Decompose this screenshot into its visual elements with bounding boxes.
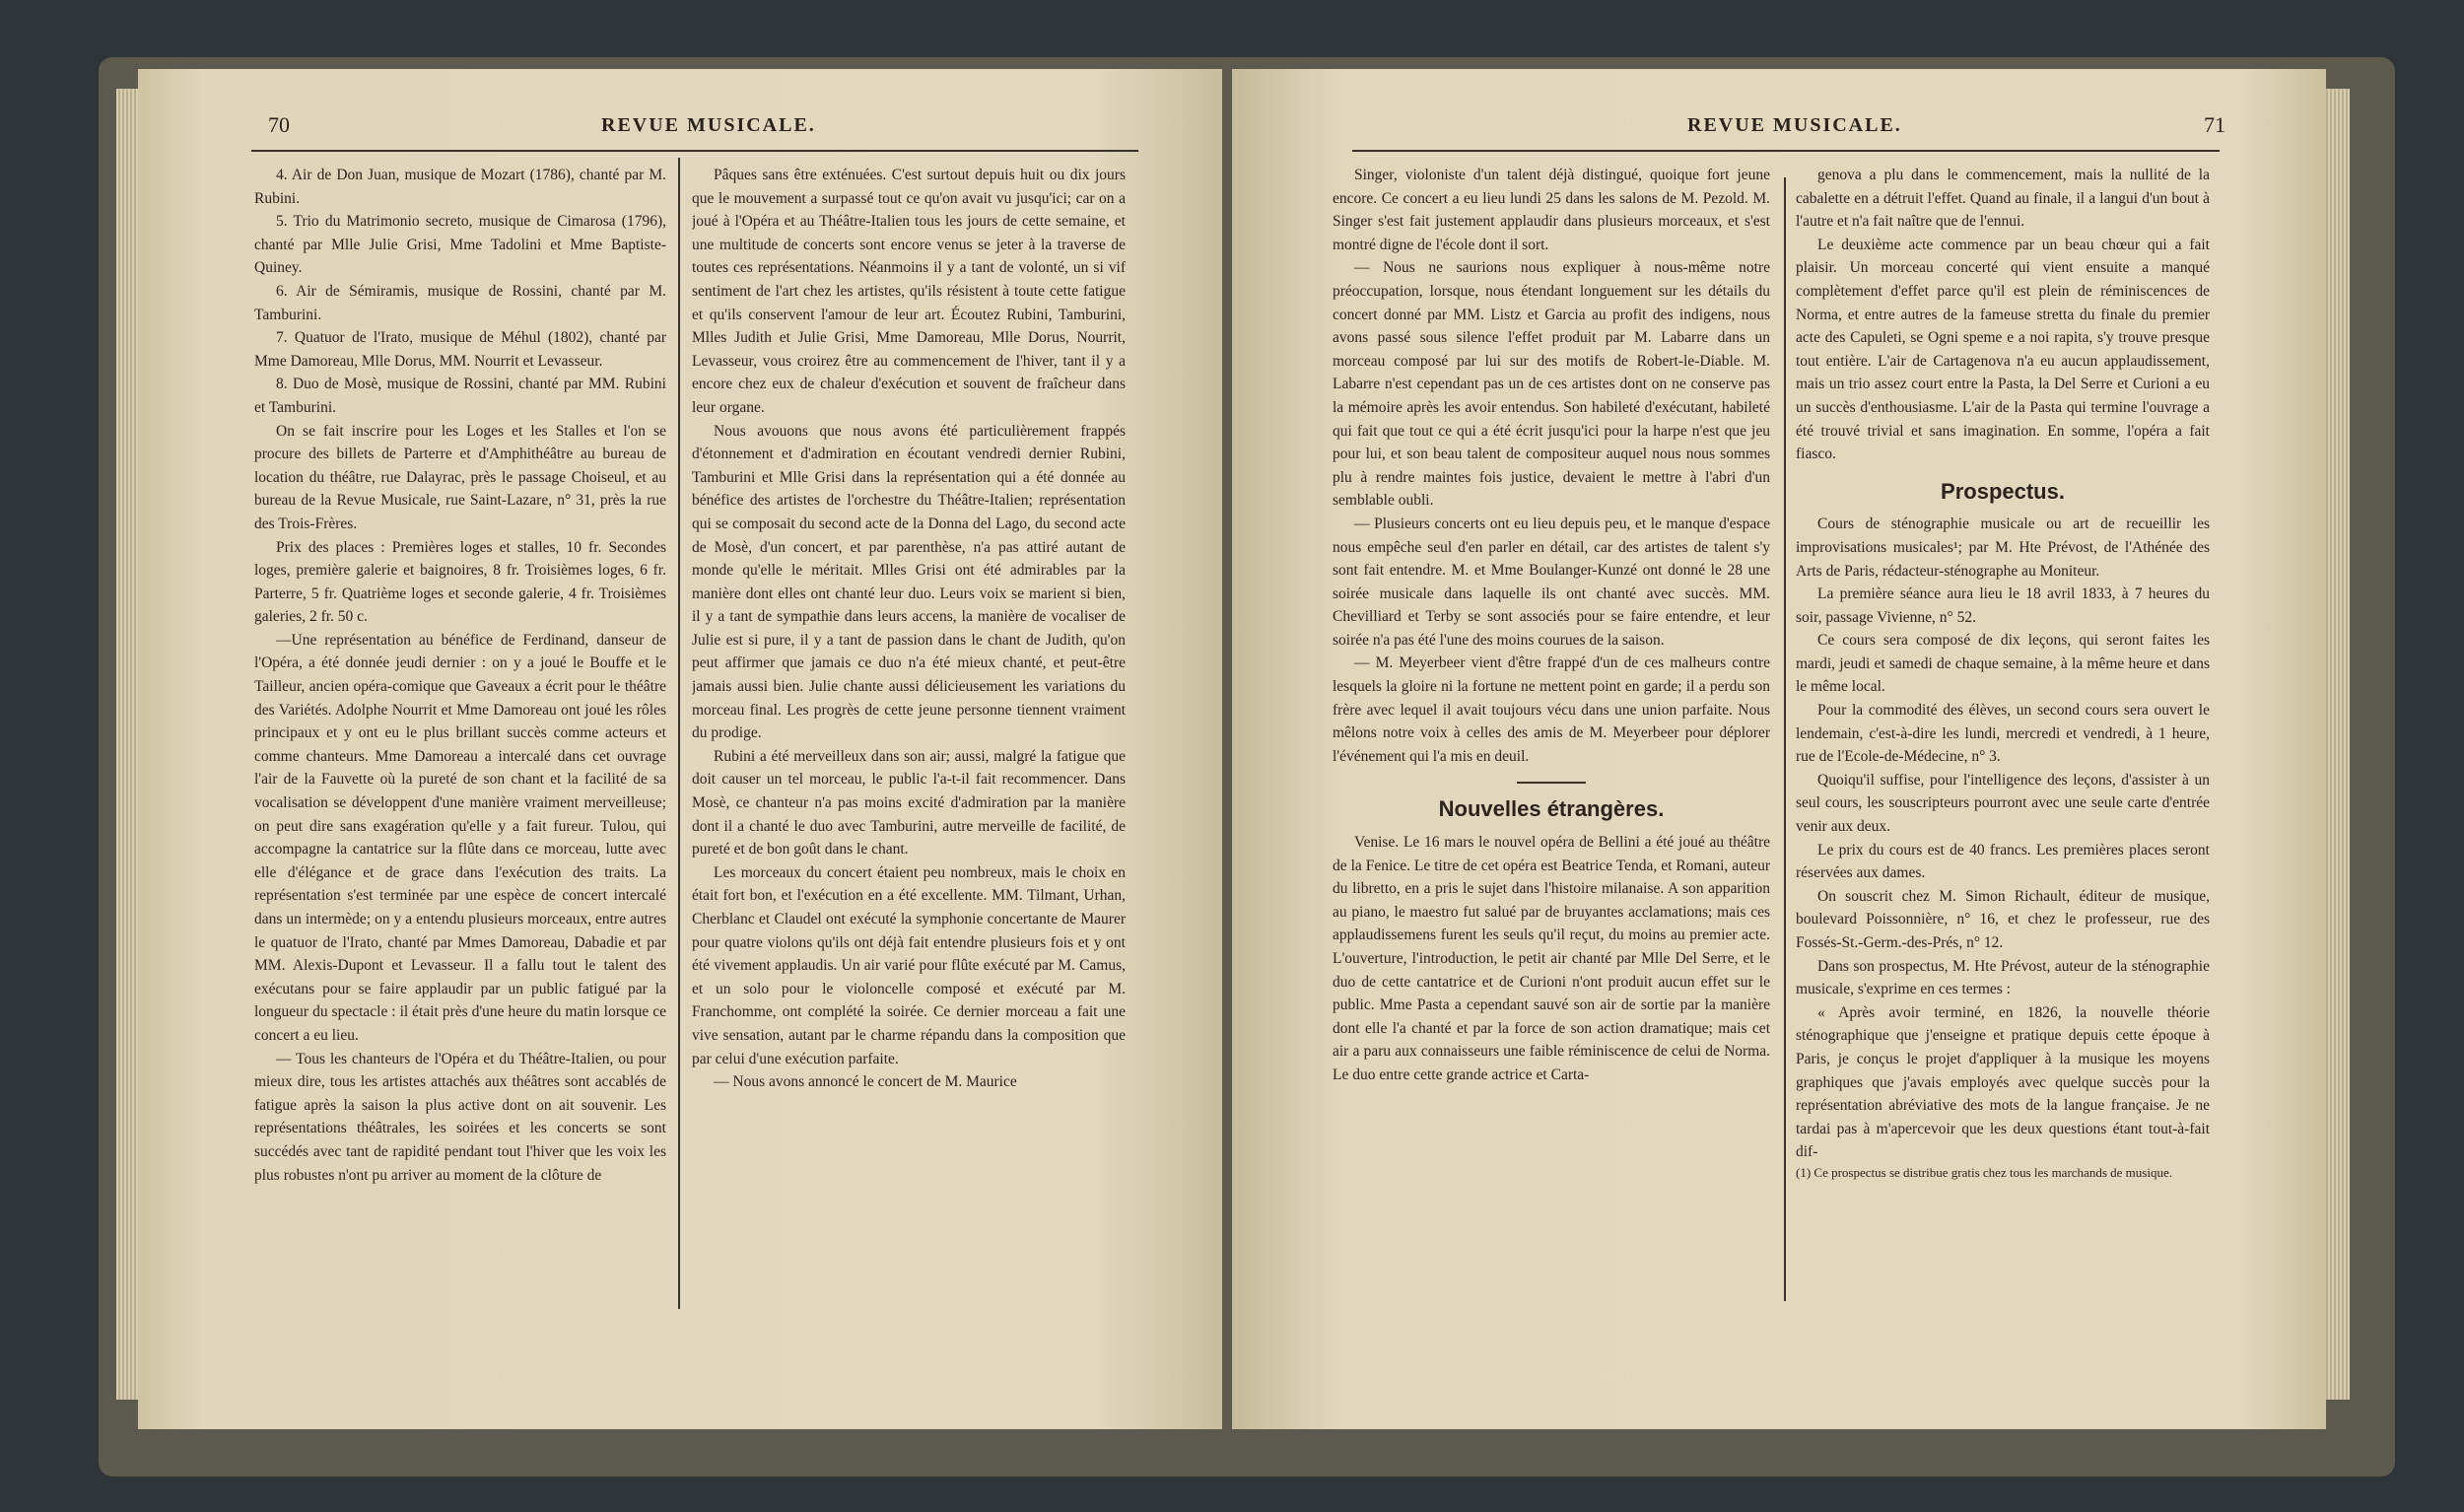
paragraph: 7. Quatuor de l'Irato, musique de Méhul (1802), chanté par Mme Damoreau, Mlle Dorus, MM. Nourrit et Levasseur. [254, 329, 666, 370]
right-column-1 [1333, 164, 1770, 1317]
paragraph: — Tous les chanteurs de l'Opéra et du Théâtre-Italien, ou pour mieux dire, tous les artistes attachés aux théâtres sont accablés de fatigue après la saison la plus active dont on ait souvenir. Les représentations théâtrales, les soirées et les concerts se sont succédés avec tant de rapidité pendant tout l'hiver que les voix les plus robustes n'ont pu arriver au moment de la clôture de [254, 1050, 666, 1184]
right-header-rule [1352, 150, 2220, 152]
paragraph: La première séance aura lieu le 18 avril 1833, à 7 heures du soir, passage Vivienne, n° 52. [1796, 585, 2210, 626]
left-header-rule [251, 150, 1138, 152]
paragraph: Rubini a été merveilleux dans son air; aussi, malgré la fatigue que doit causer un tel morceau, le public l'a-t-il fait recommencer. Dans Mosè, ce chanteur n'a pas moins excité d'admiration par la manière dont il a chanté le duo avec Tamburini, autre merveille de facilité, de pureté et de bon goût dans le chant. [692, 747, 1126, 859]
paragraph: 4. Air de Don Juan, musique de Mozart (1786), chanté par M. Rubini. [254, 167, 666, 207]
section-heading-prospectus: Prospectus. [1941, 478, 2065, 504]
right-page-edges [2324, 89, 2350, 1400]
paragraph: — Plusieurs concerts ont eu lieu depuis peu, et le manque d'espace nous empêche seul d'en parler en détail, car des artistes de talent s'y sont fait entendre. M. et Mme Boulanger-Kunzé ont donné le 28 une soirée musicale dans laquelle ils ont chanté avec succès. MM. Chevilliard et Terby se sont associés pour se faire entendre, et leur soirée n'a pas été l'une des moins courues de la saison. [1333, 515, 1770, 649]
paragraph: Le deuxième acte commence par un beau chœur qui a fait plaisir. Un morceau concerté qui vient ensuite a manqué complètement d'effet parce qu'il est plein de réminiscences de Norma, et entre autres de la fameuse stretta du finale du premier acte des Capuleti, se Ogni speme e a noi rapita, s'y trouve presque tout entière. L'air de Cartagenova n'a eu aucun applaudissement, mais un trio assez court entre la Pasta, la Del Serre et Curioni a eu un succès d'enthousiasme. L'air de la Pasta qui termine l'ouvrage a été trouvé trivial et sans imagination. En somme, l'opéra a fait fiasco. [1796, 236, 2210, 463]
paragraph: Nous avouons que nous avons été particulièrement frappés d'étonnement et d'admiration en écoutant vendredi dernier Rubini, Tamburini et Mlle Grisi dans la représentation qui a été donnée au bénéfice des artistes de l'orchestre du Théâtre-Italien; représentation qui se composait du second acte de la Donna del Lago, du second acte de Mosè, d'un concert, et par parenthèse, n'a pas attiré autant de monde qu'elle le méritait. Mlles Grisi ont été admirables par la manière dont elles ont chanté leur duo. Leurs voix se marient si bien, il y a tant de sympathie dans leurs accens, la manière de vocaliser de Julie est si pure, il y a tant de passion dans le chant de Judith, qu'on peut affirmer que jamais ce duo n'a été mieux chanté, et peut-être jamais aussi bien. Julie chante aussi délicieusement les variations du morceau final. Les progrès de cette jeune personne tiennent vraiment du prodige. [692, 422, 1126, 742]
section-separator [1517, 782, 1586, 784]
left-running-head: REVUE MUSICALE. [601, 114, 816, 136]
paragraph: — Nous avons annoncé le concert de M. Maurice [714, 1073, 1017, 1091]
paragraph: Pour la commodité des élèves, un second cours sera ouvert le lendemain, c'est-à-dire les lundi, mercredi et vendredi, à 1 heure, rue de l'Ecole-de-Médecine, n° 3. [1796, 702, 2210, 766]
paragraph: Le prix du cours est de 40 francs. Les premières places seront réservées aux dames. [1796, 841, 2210, 882]
paragraph: — Nous ne saurions nous expliquer à nous-même notre préoccupation, lorsque, nous étendant longuement sur les détails du concert donné par MM. Listz et Garcia au profit des indigens, nous avons passé sous silence l'effet produit par M. Labarre dans un morceau composé par lui sur des motifs de Robert-le-Diable. M. Labarre n'est cependant pas un de ces artistes dont on ne conserve pas la mémoire après les avoir entendus. Son habileté d'exécutant, habileté qui fait que tout ce qui a été écrit jusqu'ici pour la harpe n'est que jeu pour lui, et son beau talent de compositeur auquel nous nous sommes plu à rendre maintes fois justice, devaient le mettre à l'abri d'un semblable oubli. [1333, 259, 1770, 510]
left-page-number: 70 [268, 112, 290, 137]
left-column-divider [678, 158, 680, 1309]
paragraph: — M. Meyerbeer vient d'être frappé d'un de ces malheurs contre lesquels la gloire ni la fortune ne mettent point en garde; il a perdu son frère avec lequel il avait toujours vécu dans une union parfaite. Nous mêlons notre voix à celles des amis de M. Meyerbeer pour déplorer l'événement qui l'a mis en deuil. [1333, 654, 1770, 765]
paragraph: 5. Trio du Matrimonio secreto, musique de Cimarosa (1796), chanté par Mlle Julie Grisi, Mme Tadolini et Mme Baptiste-Quiney. [254, 213, 666, 277]
right-page-number: 71 [2204, 112, 2225, 137]
paragraph: On se fait inscrire pour les Loges et les Stalles et l'on se procure des billets de Parterre et d'Amphithéâtre au bureau de location du théâtre, rue Dalayrac, près le passage Choiseul, et au bureau de la Revue Musicale, rue Saint-Lazare, n° 31, près la rue des Trois-Frères. [254, 422, 666, 532]
paragraph: 8. Duo de Mosè, musique de Rossini, chanté par MM. Rubini et Tamburini. [254, 376, 666, 416]
paragraph: Prix des places : Premières loges et stalles, 10 fr. Secondes loges, première galerie et baignoires, 8 fr. Troisièmes loges, 6 fr. Parterre, 5 fr. Quatrième loges et seconde galerie, 4 fr. Troisièmes galeries, 2 fr. 50 c. [254, 538, 666, 626]
paragraph: Cours de sténographie musicale ou art de recueillir les improvisations musicales¹; par M. Hte Prévost, de l'Athénée des Arts de Paris, rédacteur-sténographe au Moniteur. [1796, 515, 2210, 580]
paragraph: Ce cours sera composé de dix leçons, qui seront faites les mardi, jeudi et samedi de chaque semaine, à la même heure et dans le même local. [1796, 632, 2210, 696]
paragraph: Pâques sans être exténuées. C'est surtout depuis huit ou dix jours que le mouvement a surpassé tout ce qu'on avait vu jusqu'ici; car on a joué à l'Opéra et au Théâtre-Italien tous les jours de cette semaine, et une multitude de concerts sont encore venus se jeter à la traverse de toutes ces représentations. Néanmoins il y a tant de volonté, un si vif sentiment de l'art chez les artistes, qu'ils résistent à toute cette fatigue et qu'ils conservent l'amour de leur art. Écoutez Rubini, Tamburini, Mlles Judith et Julie Grisi, Mme Damoreau, Mlle Dorus, Nourrit, Levasseur, vous croirez être au commencement de l'hiver, tant il y a encore chez eux de chaleur d'exécution et souvent de fraîcheur dans leur organe. [692, 167, 1126, 416]
paragraph: Les morceaux du concert étaient peu nombreux, mais le choix en était fort bon, et l'exécution en a été excellente. MM. Tilmant, Urhan, Cherblanc et Claudel ont exécuté la symphonie concertante de Maurer pour quatre violons qu'ils ont déjà fait entendre plusieurs fois et y ont été vivement applaudis. Un air varié pour flûte exécuté par M. Camus, et un solo pour le violoncelle composé et exécuté par M. Franchomme, ont complété la soirée. Ce dernier morceau a fait une vive sensation, autant par le charme répandu dans la composition que par celui d'une exécution parfaite. [692, 863, 1126, 1067]
left-column-2 [692, 164, 1126, 1317]
paragraph: Singer, violoniste d'un talent déjà distingué, quoique fort jeune encore. Ce concert a eu lieu lundi 25 dans les salons de M. Pezold. M. Singer s'est fait justement applaudir dans plusieurs morceaux, et s'est montré digne de l'école dont il sort. [1333, 167, 1770, 253]
paragraph: genova a plu dans le commencement, mais la nullité de la cabalette en a détruit l'effet. Quand au finale, il a langui d'un bout à l'autre et n'a fait naître que de l'ennui. [1796, 167, 2210, 231]
right-column-divider [1784, 177, 1786, 1301]
paragraph: Quoiqu'il suffise, pour l'intelligence des leçons, d'assister à un seul cours, les souscripteurs pourront avec une seule carte d'entrée venir aux deux. [1796, 771, 2210, 836]
paragraph: Dans son prospectus, M. Hte Prévost, auteur de la sténographie musicale, s'exprime en ces termes : [1796, 957, 2210, 998]
footnote: (1) Ce prospectus se distribue gratis chez tous les marchands de musique. [1796, 1164, 2172, 1180]
paragraph: 6. Air de Sémiramis, musique de Rossini, chanté par M. Tamburini. [254, 282, 666, 323]
paragraph: « Après avoir terminé, en 1826, la nouvelle théorie sténographique que j'enseigne et pratique depuis cette époque à Paris, je conçus le projet d'appliquer à la musique les moyens graphiques que j'avais employés avec quelque succès pour la représentation abréviative des mots de la langue française. Je ne tardai pas à m'apercevoir que les deux questions étant tout-à-fait dif- [1796, 1003, 2210, 1161]
section-heading-nouvelles: Nouvelles étrangères. [1438, 796, 1665, 822]
right-column-2 [1796, 164, 2210, 1317]
paragraph: On souscrit chez M. Simon Richault, éditeur de musique, boulevard Poissonnière, n° 16, et chez le professeur, rue des Fossés-St.-Germ.-des-Prés, n° 12. [1796, 887, 2210, 951]
paragraph: —Une représentation au bénéfice de Ferdinand, danseur de l'Opéra, a été donnée jeudi dernier : on y a joué le Bouffe et le Tailleur, ancien opéra-comique que Gaveaux a écrit pour le théâtre des Variétés. Adolphe Nourrit et Mme Damoreau ont joué les rôles principaux et y ont eu le plus brillant succès comme acteurs et comme chanteurs. Mme Damoreau a intercalé dans cet ouvrage l'air de la Fauvette où la pureté de son chant et la facilité de sa vocalisation se développent d'une manière vraiment merveilleuse; on peut dire sans exagération qu'elle y a fait fureur. Tulou, qui accompagne la cantatrice sur la flûte dans ce morceau, lutte avec elle d'élégance et de grace dans l'exécution des traits. La représentation s'est terminée par une espèce de concert intercalé dans un intermède; on y a entendu plusieurs morceaux, entre autres le quatuor de l'Irato, chanté par Mmes Damoreau, Dabadie et par MM. Alexis-Dupont et Levasseur. Il a fallu tout le talent des exécutans pour se faire applaudir par un public fatigué par la longueur du spectacle : il était près d'une heure du matin lorsque ce concert a eu lieu. [254, 631, 666, 1044]
left-column-1 [254, 164, 666, 1317]
right-running-head: REVUE MUSICALE. [1687, 114, 1902, 136]
paragraph: Venise. Le 16 mars le nouvel opéra de Bellini a été joué au théâtre de la Fenice. Le titre de cet opéra est Beatrice Tenda, et Romani, auteur du libretto, en a pris le sujet dans l'histoire milanaise. A son apparition au piano, le maestro fut salué par de bruyantes acclamations; mais ces applaudissemens furent les seuls qu'il reçut, du moins au premier acte. L'ouverture, l'introduction, le petit air chanté par Mlle Del Serre, et le duo de cette cantatrice et de Curioni n'ont produit aucun effet sur le public. Mme Pasta a cependant sauvé son air de sortie par la manière dont elle l'a chanté et par la force de son action dramatique; mais cet air a paru aux connaisseurs une faible réminiscence de celui de Norma. Le duo entre cette grande actrice et Carta- [1333, 834, 1770, 1083]
